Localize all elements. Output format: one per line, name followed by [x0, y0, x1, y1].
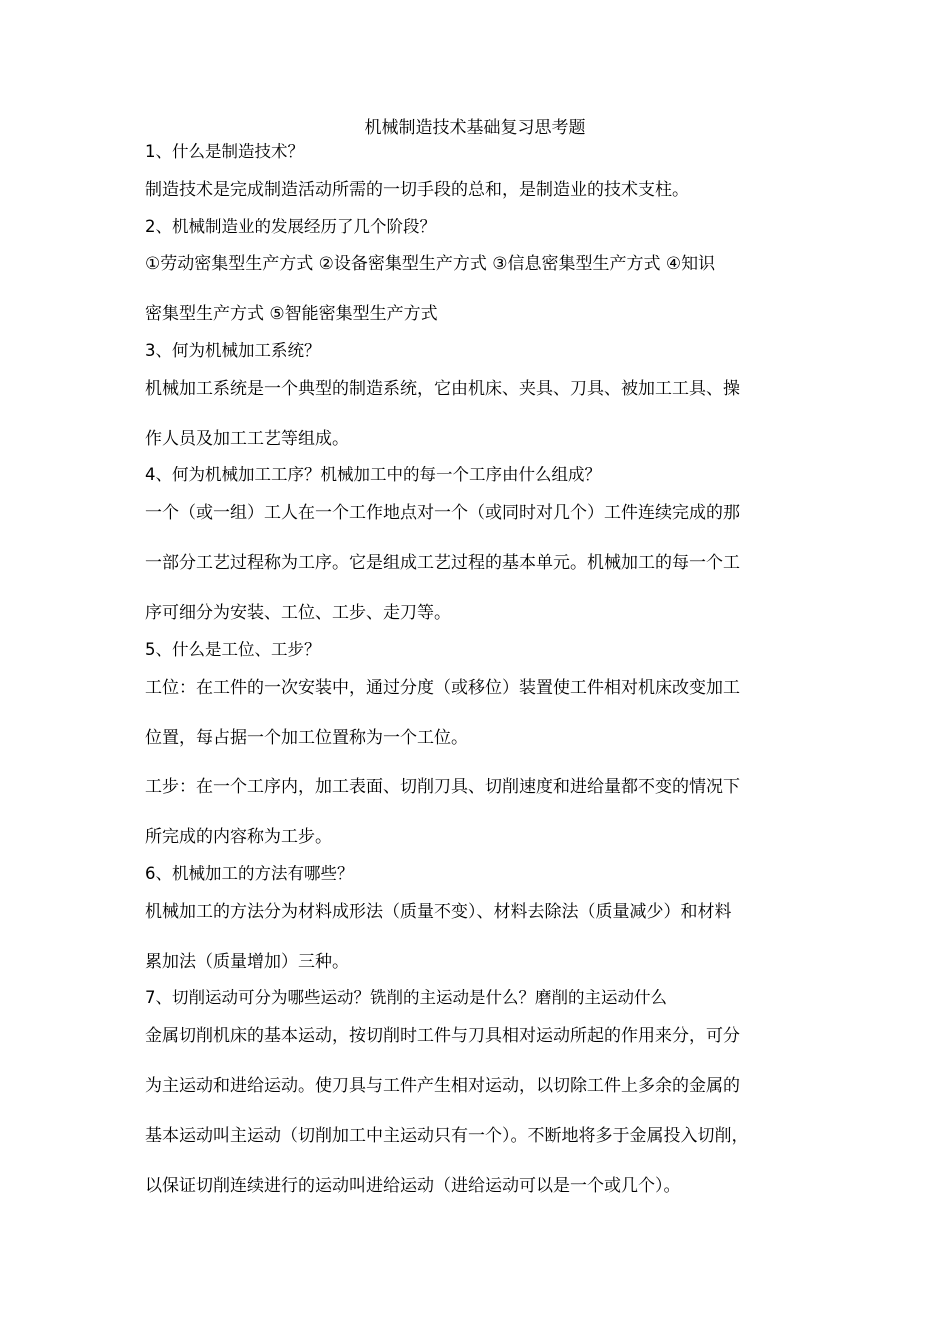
- answer-5-line-2: 位置，每占据一个加工位置称为一个工位。: [145, 728, 468, 748]
- answer-4-line-2: 一部分工艺过程称为工序。它是组成工艺过程的基本单元。机械加工的每一个工: [145, 553, 740, 573]
- answer-3-line-1: 机械加工系统是一个典型的制造系统，它由机床、夹具、刀具、被加工工具、操: [145, 379, 740, 399]
- answer-5-line-4: 所完成的内容称为工步。: [145, 827, 332, 847]
- answer-7-line-2: 为主运动和进给运动。使刀具与工件产生相对运动，以切除工件上多余的金属的: [145, 1076, 740, 1096]
- answer-4-line-1: 一个（或一组）工人在一个工作地点对一个（或同时对几个）工件连续完成的那: [145, 503, 740, 523]
- document-title: 机械制造技术基础复习思考题: [364, 118, 586, 138]
- answer-4-line-3: 序可细分为安装、工位、工步、走刀等。: [145, 603, 451, 623]
- answer-7-line-1: 金属切削机床的基本运动，按切削时工件与刀具相对运动所起的作用来分，可分: [145, 1026, 740, 1046]
- question-3: 3、何为机械加工系统？: [145, 341, 321, 360]
- answer-2-line-1: ①劳动密集型生产方式 ②设备密集型生产方式 ③信息密集型生产方式 ④知识: [145, 254, 716, 274]
- answer-7-line-3: 基本运动叫主运动（切削加工中主运动只有一个）。不断地将多于金属投入切削，: [145, 1126, 749, 1146]
- question-7: 7、切削运动可分为哪些运动？铣削的主运动是什么？磨削的主运动什么: [145, 988, 667, 1007]
- answer-1: 制造技术是完成制造活动所需的一切手段的总和，是制造业的技术支柱。: [145, 180, 689, 200]
- answer-7-line-4: 以保证切削连续进行的运动叫进给运动（进给运动可以是一个或几个）。: [145, 1176, 681, 1196]
- question-5: 5、什么是工位、工步？: [145, 640, 321, 659]
- question-1: 1、什么是制造技术？: [145, 142, 304, 161]
- question-6: 6、机械加工的方法有哪些？: [145, 864, 354, 883]
- answer-6-line-2: 累加法（质量增加）三种。: [145, 952, 349, 972]
- answer-5-line-1: 工位：在工件的一次安装中，通过分度（或移位）装置使工件相对机床改变加工: [145, 678, 740, 698]
- answer-6-line-1: 机械加工的方法分为材料成形法（质量不变）、材料去除法（质量减少）和材料: [145, 902, 732, 922]
- answer-2-line-2: 密集型生产方式 ⑤智能密集型生产方式: [145, 304, 438, 324]
- question-2: 2、机械制造业的发展经历了几个阶段？: [145, 217, 436, 236]
- answer-3-line-2: 作人员及加工工艺等组成。: [145, 429, 349, 449]
- question-4: 4、何为机械加工工序？机械加工中的每一个工序由什么组成？: [145, 465, 601, 484]
- answer-5-line-3: 工步：在一个工序内，加工表面、切削刀具、切削速度和进给量都不变的情况下: [145, 777, 740, 797]
